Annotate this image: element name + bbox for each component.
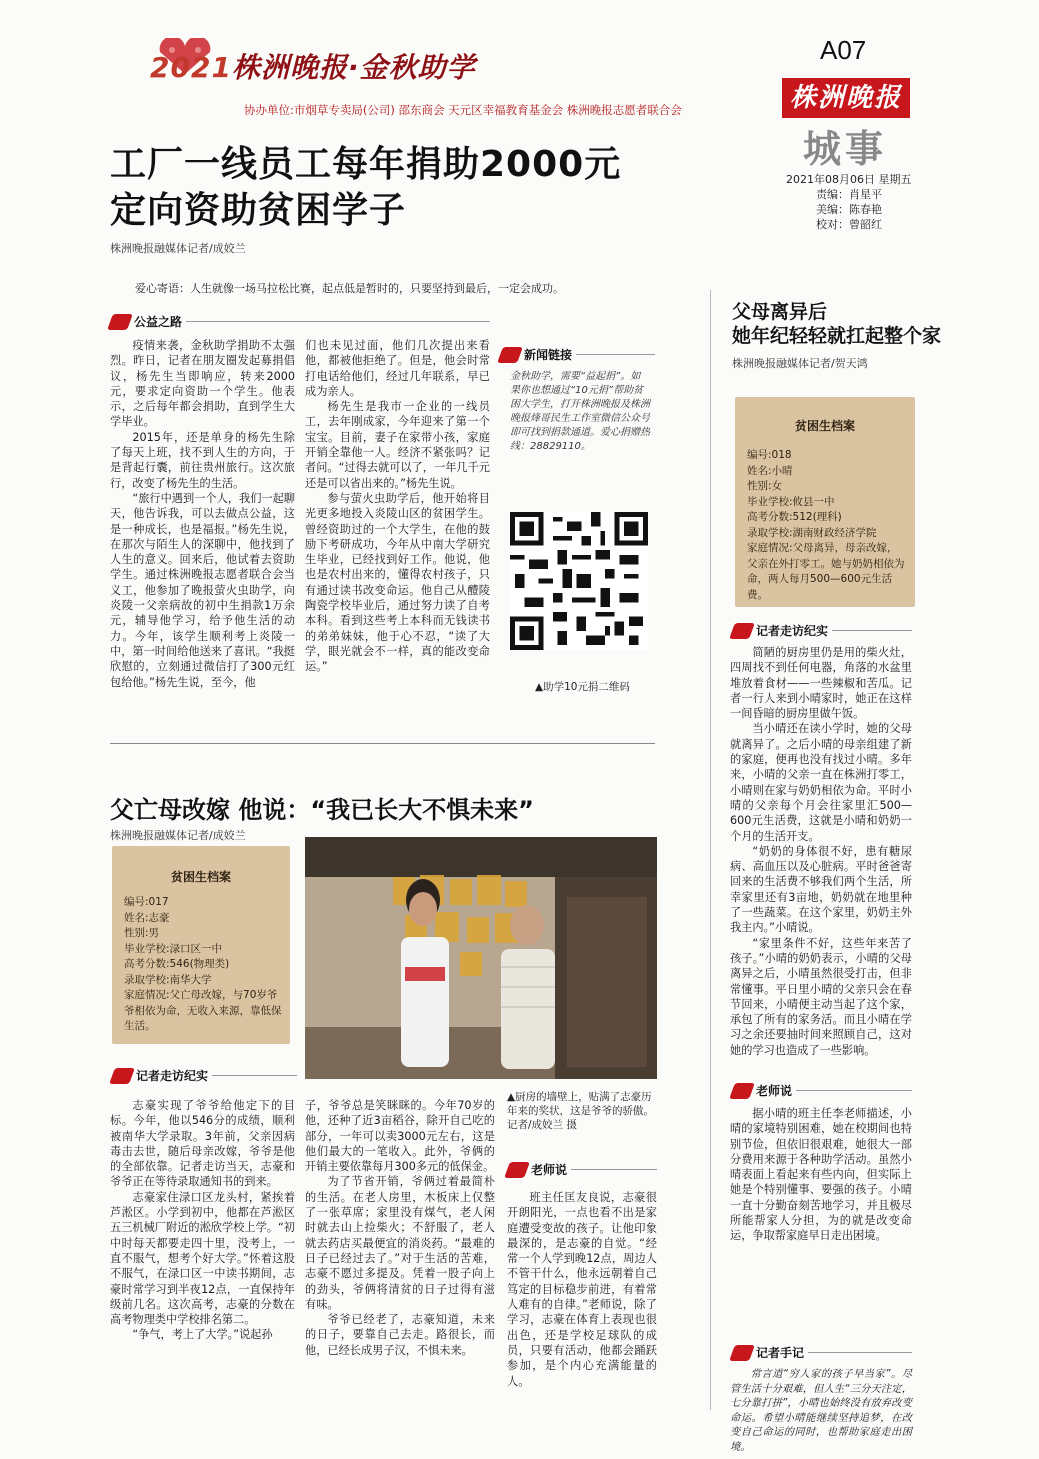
article3-teacher-column — [730, 1106, 912, 1244]
card-body — [747, 448, 907, 603]
article3-headline — [732, 300, 941, 348]
card-line: 姓名:志豪 — [124, 911, 170, 924]
tag-label: 记者走访纪实 — [136, 1069, 209, 1083]
tag-rule — [186, 321, 490, 322]
tag-label: 新闻链接 — [524, 348, 573, 362]
paragraph: 爷爷已经老了，志豪知道，未来的日子，要靠自己去走。路很长，而他，已经长成男子汉，不惧未来。 — [305, 1313, 495, 1357]
paragraph: “旅行中遇到一个人，我们一起聊天，他告诉我，可以去做点公益，这是一种成长，也是福报。”杨先生说，在那次与陌生人的深聊中，他找到了人生的意义。回来后，他试着去资助学生。通过株洲晚报志愿者联合会当义工，他参加了晚报萤火虫助学，向炎陵一父亲病故的初中生捐款1万余元，辅导他学习，给予他生活的动力。今年，该学生顺利考上炎陵一中，第一时间给他送来了喜讯。“我挺欣慰的，立刻通过微信打了300元红包给他。”杨先生说，至今，他 — [110, 491, 295, 689]
poor-student-file-card — [112, 846, 290, 1044]
article2-column-2 — [305, 1098, 495, 1358]
article1-byline: 株洲晚报融媒体记者/成姣兰 — [110, 242, 246, 255]
paragraph: 班主任匡友良说，志豪很开朗阳光，一点也看不出是家庭遭受变故的孩子。让他印象最深的，是志豪的自觉。“经常一个人学到晚12点，周边人不管干什么，他永远朝着自己笃定的目标稳步前进，有着常人难有的自律。”老师说，除了学习，志豪在体育上表现也很出色，还是学校足球队的成员，只要有活动，他都会踊跃参加，是个内心充满能量的人。 — [507, 1191, 657, 1388]
tag-label: 公益之路 — [134, 315, 183, 329]
article2-column-3 — [507, 1190, 657, 1389]
proofreader: 校对：曾韶红 — [816, 218, 882, 231]
paragraph: 参与萤火虫助学后，他开始将目光更多地投入炎陵山区的贫困学生。曾经资助过的一个大学生，在他的鼓励下考研成功，今年从中南大学研究生毕业，已经找到好工作。他说，他也是农村出来的，懂得农村孩子，只有通过读书改变命运。他自己从醴陵陶瓷学校毕业后，通过努力读了自考本科。看到这些考上本科而无钱读书的弟弟妹妹，他于心不忍，“读了大学，眼光就会不一样，真的能改变命运。” — [305, 491, 490, 674]
card-title: 贫困生档案 — [794, 419, 855, 433]
tag-marker-icon — [729, 1345, 755, 1361]
paragraph: “争气，考上了大学。”说起孙 — [132, 1328, 273, 1342]
card-line: 性别:女 — [747, 480, 783, 492]
card-line: 家庭情况:父母离异，母亲改嫁，父亲在外打零工。她与奶奶相依为命，两人每月500—600元生活费。 — [747, 542, 905, 601]
issue-date: 2021年08月06日 星期五 — [786, 173, 912, 186]
article1-headline — [110, 142, 621, 234]
paragraph: 2015年，还是单身的杨先生除了每天上班，找不到人生的方向，于是背起行囊，前往贵州旅行。这次旅行，改变了杨先生的生活。 — [110, 430, 295, 490]
tag-reporter-note — [732, 1344, 912, 1361]
article3-byline: 株洲晚报融媒体记者/贺天鸿 — [732, 357, 868, 370]
tag-marker-icon — [107, 314, 133, 330]
tag-marker-icon — [729, 623, 755, 639]
paragraph: 常言道“穷人家的孩子早当家”。尽管生活十分艰难，但人生“三分天注定，七分靠打拼”，小晴也始终没有放弃改变命运。希望小晴能继续坚持追梦，在改变自己命运的同时，也帮助家庭走出困境。 — [730, 1368, 912, 1453]
card-title: 贫困生档案 — [170, 870, 231, 884]
card-line: 毕业学校:渌口区一中 — [124, 942, 223, 955]
tag-rule — [796, 1090, 912, 1091]
card-line: 录取学校:湖南财政经济学院 — [747, 526, 877, 539]
tag-public-welfare — [110, 313, 490, 330]
paragraph: “家里条件不好，这些年来苦了孩子。”小晴的奶奶表示，小晴的父母离异之后，小晴虽然很受打击，但非常懂事。平日里小晴的父亲只会在春节回来，小晴便主动当起了这个家，承包了所有的家务活。而且小晴在学习之余还要抽时间来照顾自己，这对她的学习也造成了一些影响。 — [730, 936, 912, 1057]
paragraph: 志豪实现了爷爷给他定下的目标。今年，他以546分的成绩，顺利被南华大学录取。3年前，父亲因病毒击去世，随后母亲改嫁，爷爷是他的全部依靠。记者走访当天，志豪和爷爷正在等待录取通知书的到来。 — [110, 1099, 295, 1189]
tag-marker-icon — [504, 1162, 530, 1178]
kitchen-photo — [305, 837, 657, 1079]
photo-caption: ▲厨房的墙壁上，贴满了志豪历年来的奖状，这是爷爷的骄傲。 记者/成姣兰 摄 — [507, 1091, 654, 1131]
headline-line-2: 定向资助贫困学子 — [110, 190, 407, 231]
article1-column-1 — [110, 338, 295, 690]
qr-code-icon[interactable] — [510, 512, 648, 650]
headline-line-1: 父母离异后 — [732, 301, 828, 323]
tag-marker-icon — [109, 1068, 135, 1084]
card-line: 性别:男 — [124, 927, 160, 939]
tag-label: 老师说 — [756, 1084, 793, 1098]
paragraph: 疫情来袭，金秋助学捐助不太强烈。昨日，记者在朋友圈发起募捐倡议，杨先生当即响应，转来2000元，要求定向资助一个学生。他表示，之后每年都会捐助，直到学生大学毕业。 — [110, 339, 295, 429]
headline-line-1: 工厂一线员工每年捐助2000元 — [110, 144, 622, 185]
tag-rule — [832, 630, 912, 631]
tag-visit — [732, 622, 912, 639]
tag-rule — [212, 1075, 297, 1076]
paragraph: 杨先生是我市一企业的一线员工，去年刚成家，今年迎来了第一个宝宝。目前，妻子在家带小孩，家庭开销全靠他一人。经济不紧张吗？记者问。“过得去就可以了，一年几千元还是可以省出来的。”杨先生说。 — [305, 400, 490, 490]
page-meta — [786, 172, 912, 232]
tag-visit — [112, 1067, 297, 1084]
article2-column-1 — [110, 1098, 295, 1343]
banner-title — [150, 46, 476, 86]
headline-line-2: 她年纪轻轻就扛起整个家 — [732, 325, 942, 347]
article2-byline: 株洲晚报融媒体记者/成姣兰 — [110, 829, 246, 842]
column-divider — [710, 290, 711, 1410]
paragraph: 们也未见过面，他们几次提出来看他，都被他拒绝了。但是，他会时常打电话给他们，经过几年联系，早已成为亲人。 — [305, 339, 490, 398]
card-line: 高考分数:512(理科) — [747, 511, 842, 523]
banner-title-text: 株洲晚报·金秋助学 — [231, 51, 476, 84]
designer: 美编：陈春艳 — [816, 203, 882, 216]
article3-visit-column — [730, 645, 912, 1058]
page-number: A07 — [820, 35, 867, 65]
tag-label: 老师说 — [531, 1163, 568, 1177]
section-title: 城事 — [803, 126, 888, 171]
tag-teacher — [507, 1161, 657, 1178]
card-line: 录取学校:南华大学 — [124, 973, 212, 986]
article1-quote: 爱心寄语：人生就像一场马拉松比赛，起点低是暂时的，只要坚持到最后，一定会成功。 — [135, 282, 564, 295]
sponsors-line: 协办单位:市烟草专卖局(公司) 邵东商会 天元区幸福教育基金会 株洲晚报志愿者联合会 — [244, 103, 682, 117]
news-link-text: 金秋助学，需要“益起捐”。如果你也想通过“10元捐”帮助贫困大学生，打开株洲晚报及株洲晚报烽哥民生工作室微信公众号即可找到捐款通道。爱心捐赠热线：28829110。 — [510, 371, 650, 452]
qr-caption: ▲助学10元捐二维码 — [535, 681, 630, 693]
tag-rule — [576, 354, 655, 355]
tag-news-link — [500, 346, 655, 363]
paragraph: 为了节省开销，爷俩过着最简朴的生活。在老人房里，木板床上仅整了一张草席；家里没有煤气，老人闲时就去山上捡柴火；不舒服了，老人就去药店买最便宜的消炎药。“最难的日子已经过去了。”对于生活的苦难，志豪不愿过多提及。凭着一股子向上的劲头，爷俩将清贫的日子过得有滋有味。 — [305, 1175, 495, 1311]
card-line: 姓名:小晴 — [747, 464, 793, 477]
section-divider — [110, 743, 655, 744]
banner-year: 2021 — [150, 51, 232, 84]
card-line: 编号:017 — [124, 896, 169, 908]
article2-headline: 父亡母改嫁 他说：“我已长大不惧未来” — [110, 796, 534, 824]
tag-rule — [808, 1352, 912, 1353]
card-line: 毕业学校:攸县一中 — [747, 495, 835, 508]
tag-rule — [571, 1169, 657, 1170]
paragraph: 简陋的厨房里仍是用的柴火灶，四周找不到任何电器，角落的水盆里堆放着食材——一些辣椒和苦瓜。记者一行人来到小晴家时，她正在这样一间昏暗的厨房里做午饭。 — [730, 646, 912, 721]
paragraph: 据小晴的班主任李老师描述，小晴的家境特别困难，她在校期间也特别节俭，但依旧很艰难，她很大一部分费用来源于各种助学活动。虽然小晴表面上看起来有些内向，但实际上她是个特别懂事、要强的孩子。小晴一直十分勤奋刻苦地学习，并且极尽所能帮家人分担，为的就是改变命运，争取帮家庭早日走出困境。 — [730, 1107, 912, 1243]
paragraph: 当小晴还在读小学时，她的父母就离异了。之后小晴的母亲组建了新的家庭，便再也没有找过小晴。多年来，小晴的父亲一直在株洲打零工，小晴则在家与奶奶相依为命。平时小晴的父亲每个月会往家里汇500—600元生活费，这就是小晴和奶奶一个月的生活开支。 — [730, 722, 912, 843]
tag-label: 记者手记 — [756, 1346, 805, 1360]
paragraph: 志豪家住渌口区龙头村，紧挨着芦淞区。小学到初中，他都在芦淞区五三机械厂附近的淞欣学校上学。“初中时每天都要走四十里，没考上，一直不服气，想考个好大学。”怀着这股不服气，在渌口区一中读书期间，志豪时常学习到半夜12点，一直保持年级前几名。这次高考，志豪的分数在高考物理类中学校排名第二。 — [110, 1190, 295, 1327]
card-line: 高考分数:546(物理类) — [124, 958, 230, 970]
card-line: 编号:018 — [747, 449, 792, 461]
card-line: 家庭情况:父亡母改嫁，与70岁爷爷相依为命，无收入来源，靠低保生活。 — [124, 989, 282, 1032]
paragraph: 子，爷爷总是笑眯眯的。今年70岁的他，还种了近3亩稻谷，除开自己吃的部分，一年可以卖3000元左右，这是他们最大的一笔收入。此外，爷俩的开销主要依靠每月300多元的低保金。 — [305, 1099, 495, 1174]
poor-student-file-card — [735, 397, 915, 607]
tag-marker-icon — [729, 1083, 755, 1099]
card-body — [124, 895, 282, 1035]
tag-marker-icon — [497, 347, 523, 363]
newspaper-logo: 株洲晚报 — [782, 78, 910, 118]
article3-note — [730, 1367, 912, 1454]
article1-column-2 — [305, 338, 490, 675]
paragraph: “奶奶的身体很不好，患有糖尿病、高血压以及心脏病。平时爸爸寄回来的生活费不够我们两个生活，所幸家里还有3亩地，奶奶就在地里种了一些蔬菜。在这个家里，奶奶主外我主内。”小晴说。 — [730, 844, 912, 935]
editor: 责编：肖星平 — [816, 188, 882, 201]
tag-label: 记者走访纪实 — [756, 624, 829, 638]
tag-teacher — [732, 1082, 912, 1099]
